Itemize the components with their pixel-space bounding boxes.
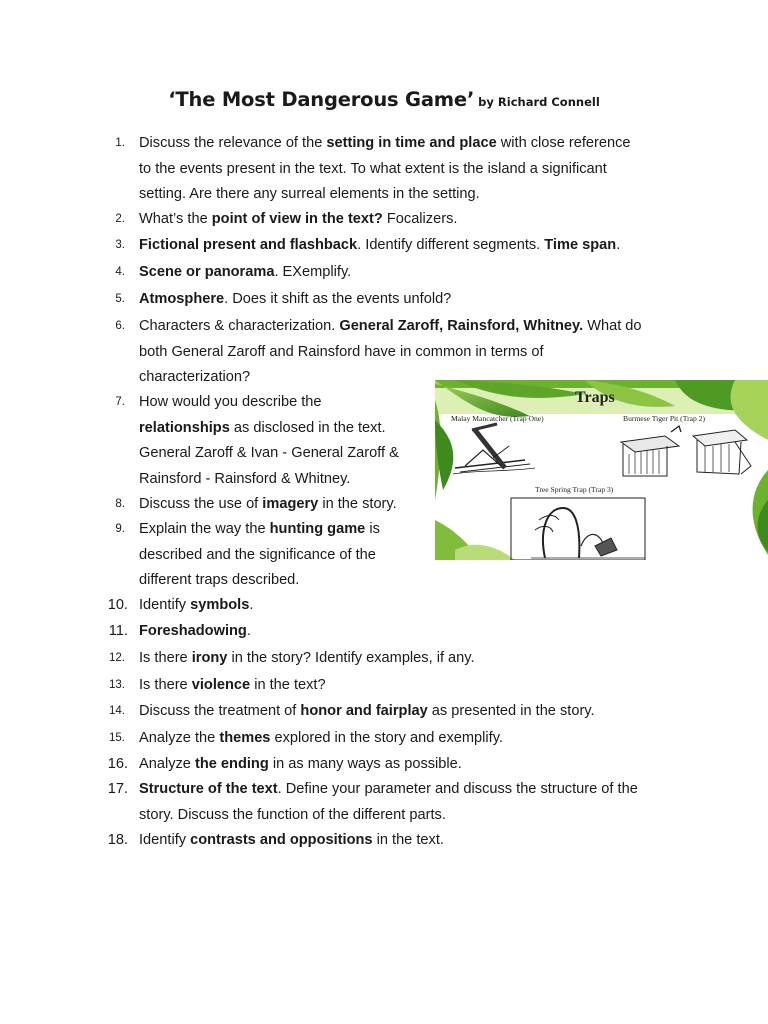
text-run: Discuss the relevance of the <box>139 135 327 151</box>
text-run: in the story. <box>318 496 397 512</box>
text-run: as disclosed in the text. <box>229 419 386 436</box>
item-number: 7. <box>115 396 125 408</box>
bold-phrase: honor and fairplay <box>300 703 428 719</box>
item-text-line <box>139 314 679 340</box>
item-text <box>139 777 679 828</box>
item-text-line <box>139 543 429 569</box>
text-run: Characters & characterization. <box>139 318 340 334</box>
item-text-line <box>139 568 429 594</box>
text-run: story. Discuss the function of the different parts. <box>139 806 446 823</box>
item-text-line <box>139 233 679 259</box>
traps-heading: Traps <box>575 389 615 406</box>
bold-phrase: symbols <box>190 597 250 613</box>
caption-trap-three: Tree Spring Trap (Trap 3) <box>535 485 614 494</box>
item-text <box>139 517 429 594</box>
text-run: Analyze <box>139 756 195 772</box>
item-text <box>139 646 679 672</box>
item-text-line <box>139 646 679 672</box>
item-text <box>139 828 679 854</box>
item-number: 13. <box>109 679 125 691</box>
text-run: characterization? <box>139 369 251 385</box>
text-run: Identify <box>139 597 191 613</box>
item-text-line <box>139 803 679 829</box>
item-text-line <box>139 416 429 442</box>
item-number: 6. <box>115 320 125 332</box>
item-text-line <box>139 467 429 493</box>
text-run: in the story? Identify examples, if any. <box>227 650 475 666</box>
text-run: Is there <box>139 677 192 693</box>
text-run: What’s the <box>139 211 212 227</box>
item-text-line <box>139 828 679 854</box>
item-number: 15. <box>109 732 125 744</box>
text-run: How would you describe the <box>139 394 322 410</box>
text-run: both General Zaroff and Rainsford have in common in terms of <box>139 343 544 360</box>
item-text-line <box>139 777 679 803</box>
bold-phrase: imagery <box>262 496 319 512</box>
bold-phrase: contrasts and oppositions <box>190 832 373 848</box>
item-text-line <box>139 157 679 183</box>
bold-phrase: Scene or panorama <box>139 264 275 280</box>
caption-trap-one: Malay Mancatcher (Trap One) <box>451 414 544 423</box>
text-run: described and the significance of the <box>139 546 376 563</box>
text-run: Rainsford - Rainsford & Whitney. <box>139 470 351 487</box>
item-text <box>139 619 679 645</box>
text-run: . Does it shift as the events unfold? <box>224 291 452 307</box>
item-text-line <box>139 260 679 286</box>
item-number: 14. <box>109 705 125 717</box>
item-text <box>139 233 679 259</box>
item-number: 2. <box>115 213 125 225</box>
text-run: in as many ways as possible. <box>268 756 462 772</box>
item-text <box>139 390 429 492</box>
text-run: . Define your parameter and discuss the structure of the <box>277 781 638 797</box>
item-text-line <box>139 752 679 778</box>
text-run: Analyze the <box>139 730 220 746</box>
item-number: 8. <box>115 498 125 510</box>
text-run: Identify <box>139 832 191 848</box>
item-number: 3. <box>115 239 125 251</box>
bold-phrase: Atmosphere <box>139 291 225 307</box>
item-text-line <box>139 287 679 313</box>
item-text <box>139 593 679 619</box>
item-text-line <box>139 390 429 416</box>
item-number: 11. <box>108 623 128 639</box>
item-text <box>139 131 679 208</box>
item-text-line <box>139 619 679 645</box>
bold-phrase: Fictional present and flashback <box>139 237 358 253</box>
item-number: 17. <box>107 781 128 797</box>
item-text-line <box>139 340 679 366</box>
text-run: Focalizers. <box>382 211 458 227</box>
text-run: setting. Are there any surreal elements in the setting. <box>139 186 480 202</box>
text-run: . Identify different segments. <box>357 237 545 253</box>
text-run: different traps described. <box>139 572 300 588</box>
bold-phrase: setting in time and place <box>326 135 497 151</box>
item-text-line <box>139 441 429 467</box>
item-number: 16. <box>107 756 128 772</box>
text-run: . <box>246 623 251 639</box>
bold-phrase: point of view in the text? <box>211 211 383 227</box>
bold-phrase: relationships <box>139 419 230 436</box>
item-number: 4. <box>115 266 125 278</box>
text-run: Is there <box>139 650 192 666</box>
item-number: 18. <box>107 832 128 848</box>
item-text-line <box>139 517 429 543</box>
text-run: Discuss the use of <box>139 496 263 512</box>
caption-trap-two: Burmese Tiger Pit (Trap 2) <box>623 414 705 423</box>
item-text <box>139 752 679 778</box>
text-run: . <box>616 237 621 253</box>
text-run: . EXemplify. <box>274 264 352 280</box>
bold-phrase: hunting game <box>269 521 366 537</box>
item-text-line <box>139 182 679 208</box>
item-text <box>139 699 679 725</box>
bold-phrase: violence <box>191 677 251 693</box>
bold-phrase: Foreshadowing <box>139 623 247 639</box>
item-text <box>139 673 679 699</box>
document-title <box>0 88 768 111</box>
item-text-line <box>139 593 679 619</box>
item-number: 10. <box>107 597 128 613</box>
item-text <box>139 287 679 313</box>
item-number: 1. <box>115 137 125 149</box>
text-run: with close reference <box>496 135 631 151</box>
text-run: is <box>365 521 380 537</box>
text-run: explored in the story and exemplify. <box>270 730 503 746</box>
item-text-line <box>139 699 679 725</box>
traps-illustration <box>435 380 768 560</box>
bold-phrase: irony <box>191 650 228 666</box>
item-text <box>139 207 679 233</box>
item-text-line <box>139 673 679 699</box>
item-number: 12. <box>109 652 125 664</box>
title-byline: by Richard Connell <box>478 95 600 109</box>
item-text <box>139 260 679 286</box>
bold-phrase: Time span <box>544 237 617 253</box>
item-text-line <box>139 207 679 233</box>
title-main: ‘The Most Dangerous Game’ <box>168 88 475 111</box>
bold-phrase: themes <box>219 730 271 746</box>
text-run: General Zaroff & Ivan - General Zaroff & <box>139 445 399 461</box>
item-text-line <box>139 726 679 752</box>
text-run: in the text? <box>250 677 326 693</box>
item-number: 5. <box>115 293 125 305</box>
text-run: as presented in the story. <box>427 703 595 719</box>
traps-figure <box>435 380 768 560</box>
item-number: 9. <box>115 523 125 535</box>
text-run: . <box>249 597 254 613</box>
bold-phrase: General Zaroff, Rainsford, Whitney. <box>339 318 584 334</box>
item-text <box>139 726 679 752</box>
bold-phrase: Structure of the text <box>139 781 278 797</box>
text-run: Discuss the treatment of <box>139 703 301 719</box>
bold-phrase: the ending <box>194 756 269 772</box>
text-run: in the text. <box>372 832 444 848</box>
item-text-line <box>139 131 679 157</box>
text-run: Explain the way the <box>139 521 270 537</box>
text-run: to the events present in the text. To what extent is the island a significant <box>139 160 607 177</box>
text-run: What do <box>583 318 642 334</box>
